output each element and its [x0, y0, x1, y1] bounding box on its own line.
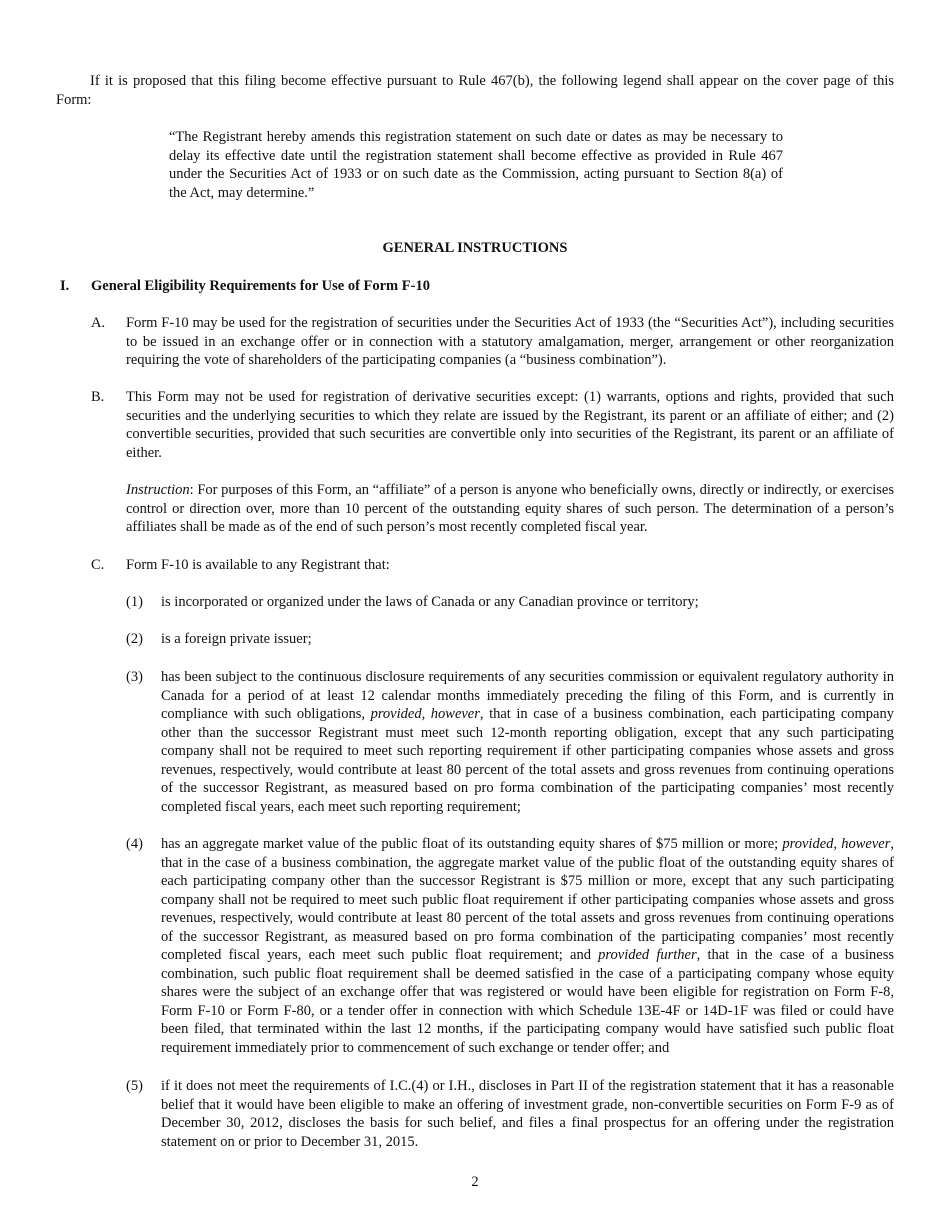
section-title: General Eligibility Requirements for Use of Form F-10	[91, 278, 430, 294]
instruction-label: Instruction	[126, 482, 190, 498]
sub-item-3-label: (3)	[126, 669, 143, 685]
sub-item-5-text: if it does not meet the requirements of I.C.(4) or I.H., discloses in Part II of the registration statement that it has a reasonable belief that it would have been eligible to make an offering of investment grade, non-convertible securities on Form F-9 as of December 30, 2012, discloses the basis for such belief, and files a final prospectus for an offering under the registration statement on or prior to December 31, 2015.	[161, 1078, 894, 1150]
item-a-text: Form F-10 may be used for the registration of securities under the Securities Act of 1933 (the “Securities Act”), including securities to be issued in an exchange offer or in connection with a statutory amalgamation, merger, arrangement or other reorganization requiring the vote of shareholders of the participating companies (a “business combination”).	[126, 315, 894, 368]
sub-item-2-text: is a foreign private issuer;	[161, 631, 312, 647]
sub-item-4-text-part: has an aggregate market value of the public float of its outstanding equity shares of $75 million or more;	[161, 836, 783, 852]
sub-item-4-emphasis: provided, however	[782, 836, 891, 852]
item-b-instruction	[126, 481, 894, 537]
sub-item-3-text-part: , that in case of a business combination, each participating company other than the successor Registrant must meet such 12-month reporting obligation, except that any such participating company shall not be required to meet such reporting requirement if other participating companies whose assets and gross revenues, respectively, would contribute at least 80 percent of the total assets and gross revenues from continuing operations of the successor Registrant, as measured based on pro forma combination of the participating companies’ most recently completed fiscal years, each meet such reporting requirement;	[161, 706, 894, 815]
sub-item-4-emphasis: provided further	[598, 947, 697, 963]
sub-item-2-label: (2)	[126, 631, 143, 647]
section-number: I.	[60, 278, 70, 294]
sub-item-4-text	[161, 835, 894, 1057]
general-instructions-heading: GENERAL INSTRUCTIONS	[382, 240, 568, 256]
instruction-text: : For purposes of this Form, an “affiliate” of a person is anyone who beneficially owns, directly or indirectly, or exercises control or direction over, more than 10 percent of the outstanding equity shares of such person. The determination of a person’s affiliates shall be made as of the end of such person’s most recently completed fiscal year.	[126, 482, 894, 535]
item-b-text: This Form may not be used for registration of derivative securities except: (1) warrants, options and rights, provided that such securities and the underlying securities to which they relate are issued by the Registrant, its parent or an affiliate of either; and (2) convertible securities, provided that such securities are convertible only into securities of the Registrant, its parent or an affiliate of either.	[126, 389, 894, 461]
intro-paragraph: If it is proposed that this filing become effective pursuant to Rule 467(b), the following legend shall appear on the cover page of this Form:	[56, 73, 894, 108]
sub-item-4-label: (4)	[126, 836, 143, 852]
item-b-label: B.	[91, 389, 105, 405]
item-c-text: Form F-10 is available to any Registrant that:	[126, 557, 390, 573]
sub-item-3-text	[161, 668, 894, 816]
legend-quote: “The Registrant hereby amends this registration statement on such date or dates as may be necessary to delay its effective date until the registration statement shall become effective as provided in Rule 467 under the Securities Act of 1933 or on such date as the Commission, acting pursuant to Section 8(a) of the Act, may determine.”	[169, 129, 783, 201]
item-c-label: C.	[91, 557, 105, 573]
sub-item-4-text-part: , that in the case of a business combination, the aggregate market value of the public float of the outstanding equity shares of each participating company other than the successor Registrant is $75 million or more, except that any such participating company shall not be required to meet such public float requirement if other participating companies whose assets and gross revenues, respectively, would contribute at least 80 percent of the total assets and gross revenues from continuing operations of the successor Registrant, as measured based on pro forma combination of the participating companies’ most recently completed fiscal years, each meet such public float requirement; and	[161, 836, 894, 963]
sub-item-3-text-part: has been subject to the continuous disclosure requirements of any securities commission or equivalent regulatory authority in Canada for a period of at least 12 calendar months immediately preceding the filing of this Form, and is currently in compliance with such obligations,	[161, 669, 894, 722]
sub-item-5-label: (5)	[126, 1078, 143, 1094]
sub-item-3-emphasis: provided, however	[370, 706, 480, 722]
sub-item-4-text-part: , that in the case of a business combination, such public float requirement shall be deemed satisfied in the case of a participating company whose equity shares were the subject of an exchange offer that was registered or would have been eligible for registration on Form F-8, Form F-10 or Form F-80, or a tender offer in connection with which Schedule 13E-4F or 14D-1F was filed or could have been filed, that terminated within the last 12 months, if the participating company would have satisfied such public float requirement immediately prior to commencement of such exchange or tender offer; and	[161, 947, 895, 1056]
sub-item-1-label: (1)	[126, 594, 143, 610]
item-a-label: A.	[91, 315, 106, 331]
sub-item-1-text: is incorporated or organized under the laws of Canada or any Canadian province or territory;	[161, 594, 699, 610]
page-number: 2	[471, 1174, 479, 1190]
